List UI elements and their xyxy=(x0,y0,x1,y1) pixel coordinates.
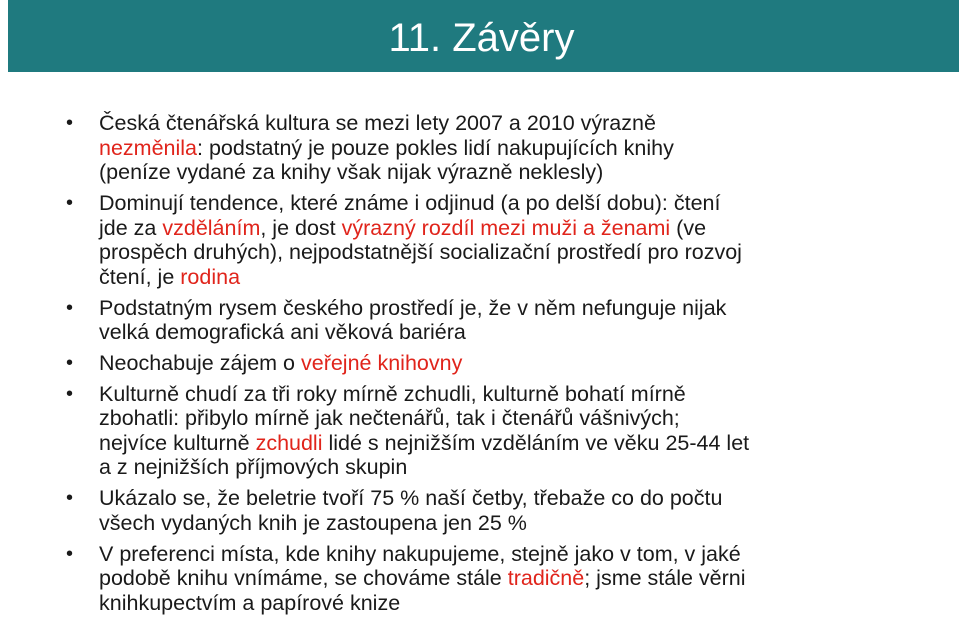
highlighted-text: zchudli xyxy=(255,430,323,455)
bullet-text: zbohatli: přibylo mírně jak nečtenářů, tak i čtenářů vášnivých; xyxy=(99,406,680,431)
bullet-line xyxy=(99,566,919,591)
bullet-line xyxy=(99,511,919,536)
bullet-item xyxy=(0,191,959,289)
bullet-list xyxy=(0,111,959,622)
bullet-text: Česká čtenářská kultura se mezi lety 2007 a 2010 výrazně xyxy=(99,111,656,135)
bullet-item xyxy=(0,351,959,376)
bullet-line xyxy=(99,265,919,290)
bullet-icon: • xyxy=(66,351,74,374)
slide-title xyxy=(0,0,959,72)
bullet-item xyxy=(0,542,959,616)
bullet-line xyxy=(99,320,919,345)
highlighted-text: veřejné knihovny xyxy=(300,350,463,375)
bullet-text: (ve xyxy=(670,215,707,240)
bullet-icon: • xyxy=(66,382,74,405)
highlighted-text: nezměnila xyxy=(99,135,197,160)
bullet-text: lidé s nejnižším vzděláním ve věku 25-44 let xyxy=(322,430,750,455)
bullet-icon: • xyxy=(66,191,74,214)
bullet-icon: • xyxy=(66,542,74,565)
bullet-text: Neochabuje zájem o xyxy=(99,350,301,375)
bullet-text: (peníze vydané za knihy však nijak výrazně neklesly) xyxy=(99,160,604,185)
bullet-line xyxy=(99,136,919,161)
bullet-text: Dominují tendence, které známe i odjinud (a po delší dobu): čtení xyxy=(99,190,721,215)
bullet-text: Kulturně chudí za tři roky mírně zchudli, kulturně bohatí mírně xyxy=(99,381,686,406)
bullet-text: : podstatný je pouze pokles lidí nakupujících knihy xyxy=(197,135,674,160)
bullet-line xyxy=(99,542,919,567)
highlighted-text: rodina xyxy=(180,264,241,289)
bullet-text: všech vydaných knih je zastoupena jen 25 % xyxy=(99,510,527,535)
bullet-icon: • xyxy=(66,487,74,510)
highlighted-text: vzděláním xyxy=(162,215,261,240)
bullet-icon: • xyxy=(66,296,74,319)
bullet-item xyxy=(0,486,959,535)
highlighted-text: tradičně xyxy=(507,566,585,591)
bullet-line xyxy=(99,191,919,216)
bullet-text: knihkupectvím a papírové knize xyxy=(99,590,401,615)
bullet-line xyxy=(99,406,919,431)
highlighted-text: výrazný rozdíl mezi muži a ženami xyxy=(341,215,671,240)
bullet-text: a z nejnižších příjmových skupin xyxy=(99,455,408,480)
bullet-line xyxy=(99,455,919,480)
bullet-item xyxy=(0,296,959,345)
bullet-line xyxy=(99,160,919,185)
bullet-line xyxy=(99,591,919,616)
bullet-text: ; jsme stále věrni xyxy=(584,566,746,591)
bullet-text: Ukázalo se, že beletrie tvoří 75 % naší četby, třebaže co do počtu xyxy=(99,486,723,511)
bullet-icon: • xyxy=(66,112,74,134)
bullet-text: podobě knihu vnímáme, se chováme stále xyxy=(99,566,508,591)
bullet-text: jde za xyxy=(99,215,163,240)
bullet-text: , je dost xyxy=(260,215,342,240)
bullet-line xyxy=(99,296,919,321)
bullet-line xyxy=(99,486,919,511)
bullet-item xyxy=(0,111,959,185)
bullet-text: prospěch druhých), nejpodstatnější socializační prostředí pro rozvoj xyxy=(99,240,742,265)
bullet-text: Podstatným rysem českého prostředí je, že v něm nefunguje nijak xyxy=(99,295,727,320)
bullet-line xyxy=(99,111,919,136)
bullet-line xyxy=(99,382,919,407)
bullet-item xyxy=(0,382,959,480)
bullet-text: nejvíce kulturně xyxy=(99,430,256,455)
bullet-line xyxy=(99,351,919,376)
slide-title-text: 11. Závěry xyxy=(388,16,575,60)
bullet-text: čtení, je xyxy=(99,264,181,289)
bullet-line xyxy=(99,240,919,265)
bullet-line xyxy=(99,216,919,241)
bullet-text: velká demografická ani věková bariéra xyxy=(99,320,466,345)
bullet-text: V preferenci místa, kde knihy nakupujeme, stejně jako v tom, v jaké xyxy=(99,541,741,566)
bullet-line xyxy=(99,431,919,456)
